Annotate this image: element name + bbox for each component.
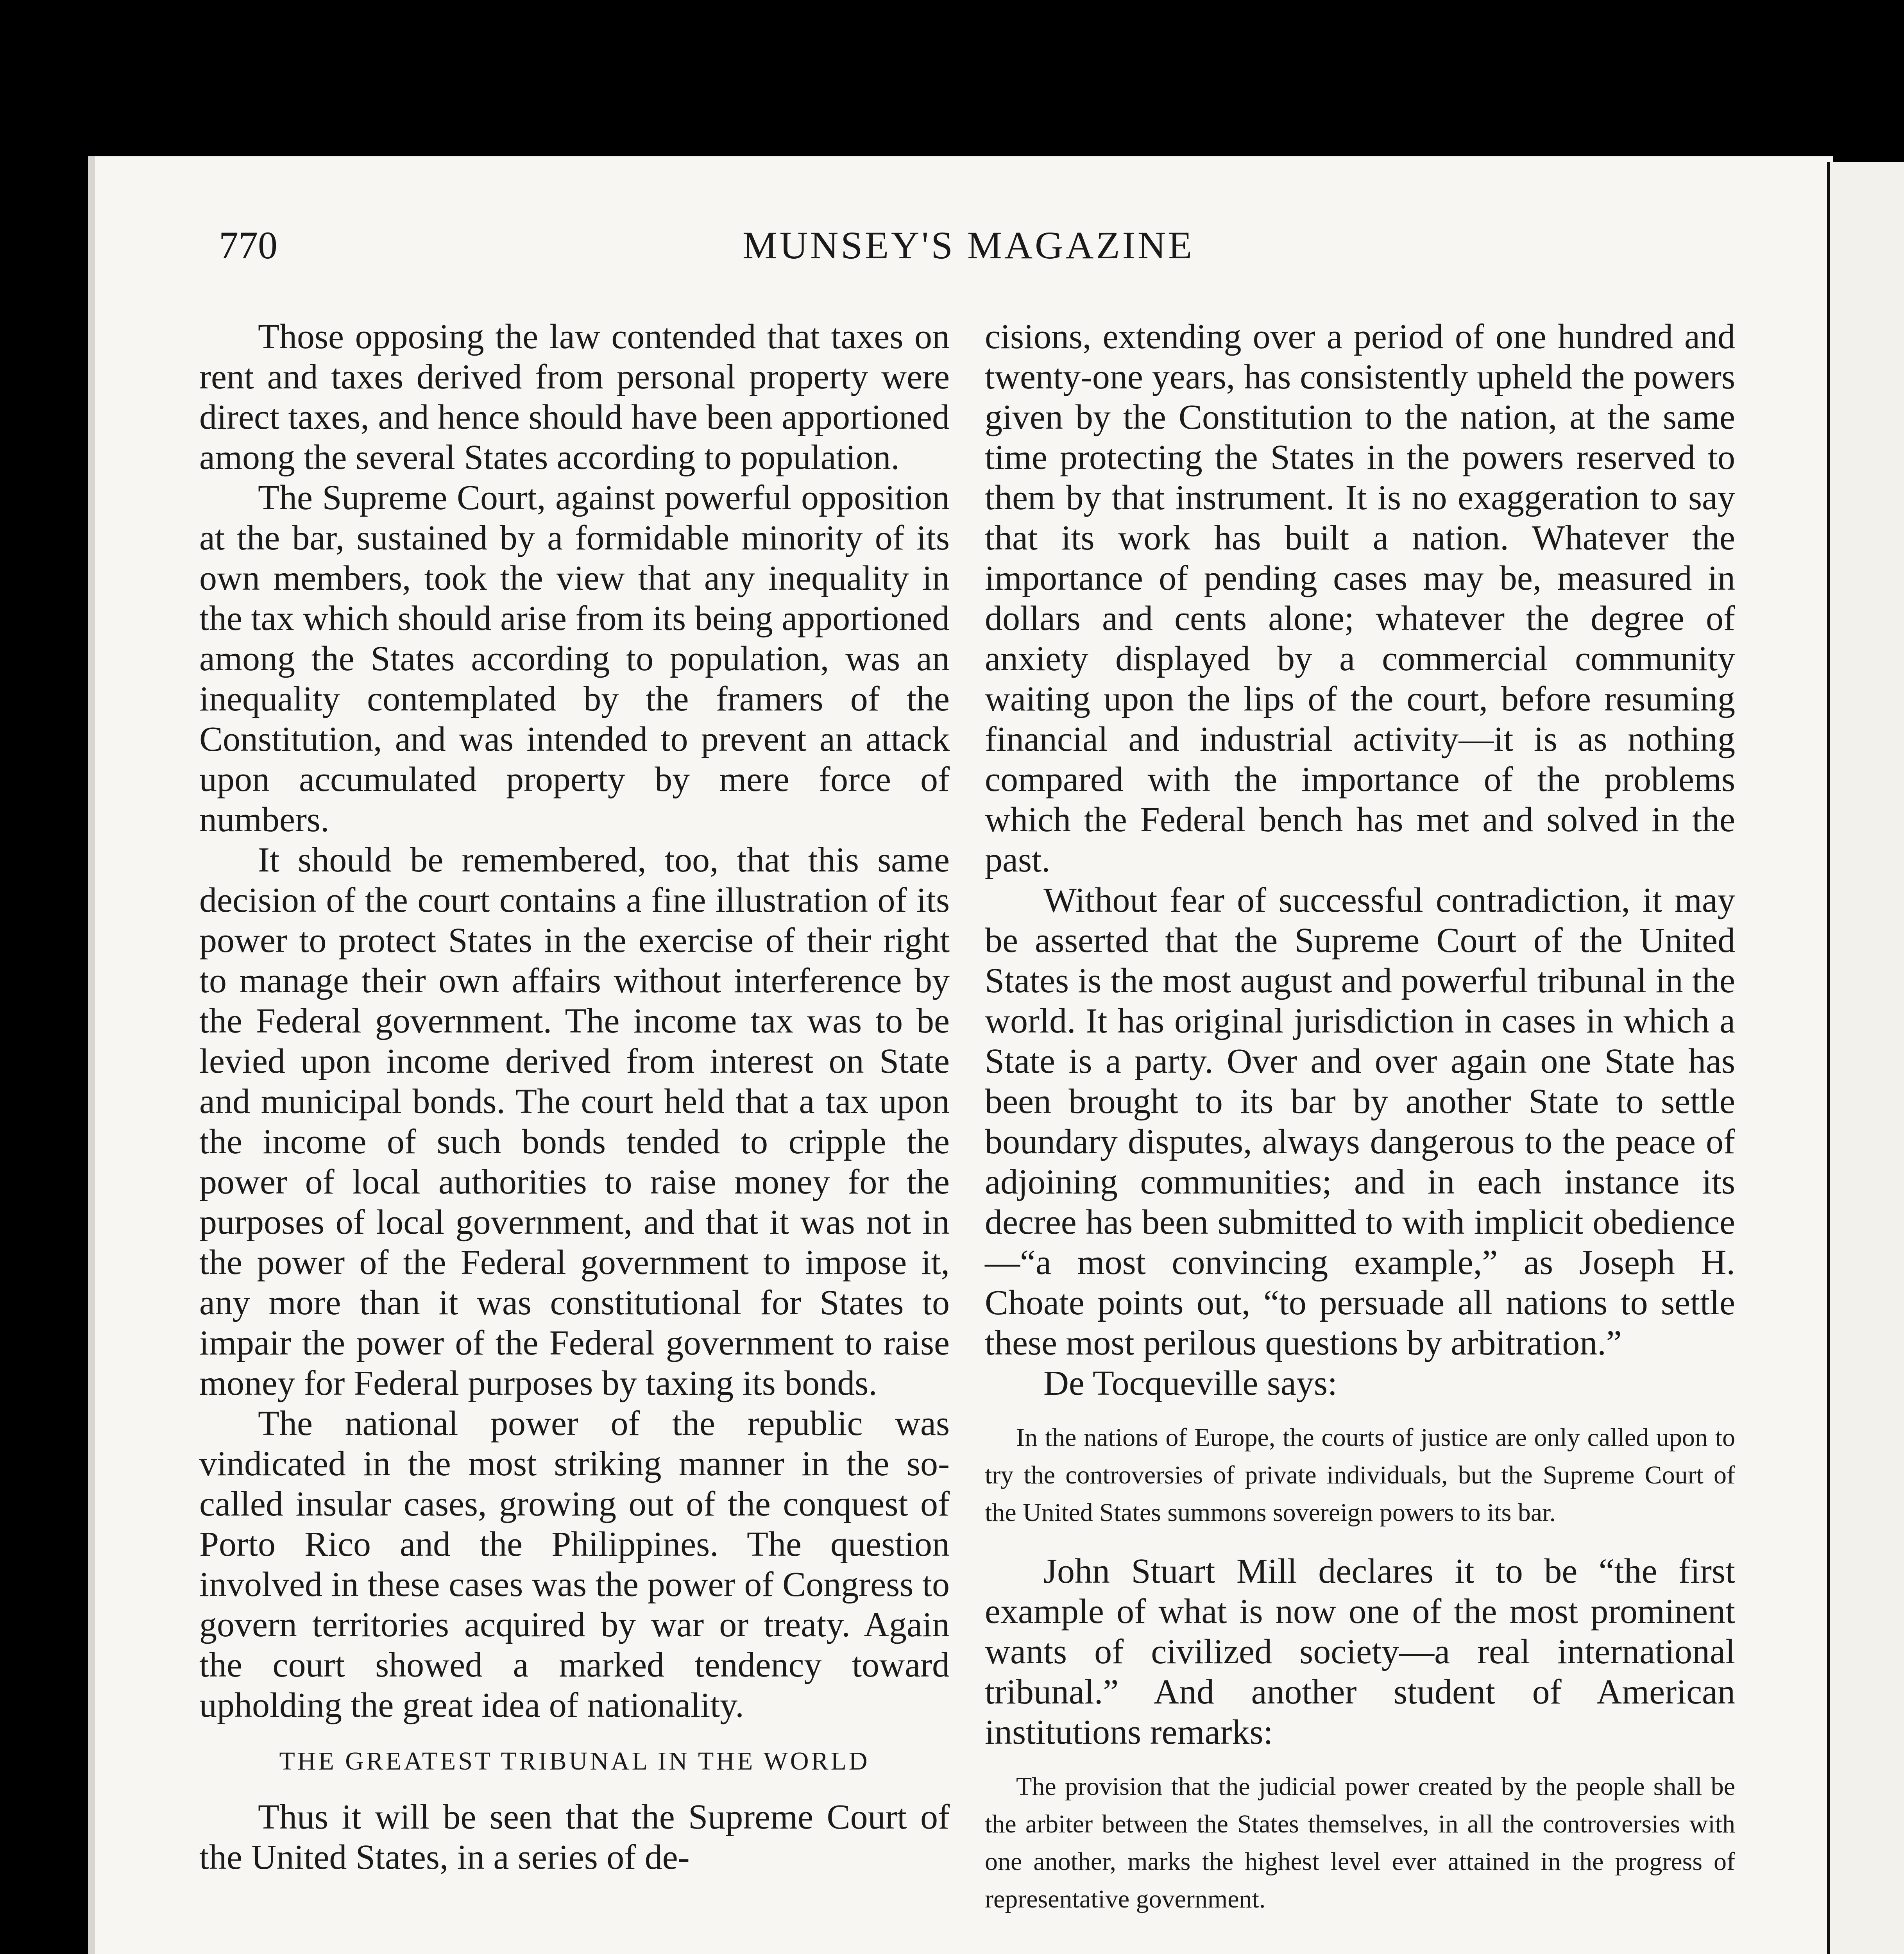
quote-text: In the nations of Europe, the courts of justice are only called upon to try the controversies of private individuals, but the Supreme Court of the United States summons sovereign powers to its bar. — [985, 1423, 1735, 1527]
paragraph: It should be remembered, too, that this same decision of the court contains a fine illustration of its power to protect States in the exercise of their right to manage their own affairs without interference by the Federal government. The income tax was to be levied upon income derived from interest on State and municipal bonds. The court held that a tax upon the income of such bonds tended to cripple the power of local authorities to raise money for the purposes of local government, and that it was not in the power of the Federal government to impose it, any more than it was constitutional for States to impair the power of the Federal government to raise money for Federal purposes by taxing its bonds. — [199, 841, 950, 1403]
right-column — [985, 317, 1735, 1938]
block-quote — [985, 1419, 1735, 1532]
block-quote — [985, 1768, 1735, 1918]
paragraph: Those opposing the law contended that taxes on rent and taxes derived from personal property were direct taxes, and hence should have been apportioned among the several States according to population. — [199, 317, 950, 477]
left-column — [199, 317, 950, 1877]
facing-page-edge — [1827, 162, 1904, 1954]
paragraph: cisions, extending over a period of one hundred and twenty-one years, has consistently upheld the powers given by the Constitution to the nation, at the same time protecting the States in the powers reserved to them by that instrument. It is no exaggeration to say that its work has built a nation. Whatever the importance of pending cases may be, measured in dollars and cents alone; whatever the degree of anxiety displayed by a commercial community waiting upon the lips of the court, before resuming financial and industrial activity—it is as nothing compared with the importance of the problems which the Federal bench has met and solved in the past. — [985, 317, 1735, 879]
running-head: MUNSEY'S MAGAZINE — [743, 224, 1195, 267]
quote-text: The provision that the judicial power created by the people shall be the arbiter between the States themselves, in all the controversies with one another, marks the highest level ever attained in the progress of representative government. — [985, 1772, 1735, 1913]
paragraph: The national power of the republic was vindicated in the most striking manner in the so-called insular cases, growing out of the conquest of Porto Rico and the Philippines. The question involved in these cases was the power of Congress to govern territories acquired by war or treaty. Again the court showed a marked tendency toward upholding the great idea of nationality. — [199, 1404, 950, 1725]
section-subhead: THE GREATEST TRIBUNAL IN THE WORLD — [279, 1747, 870, 1775]
paragraph: Without fear of successful contradiction, it may be asserted that the Supreme Court of the United States is the most august and powerful tribunal in the world. It has original jurisdiction in cases in which a State is a party. Over and over again one State has been brought to its bar by another State to settle boundary disputes, always dangerous to the peace of adjoining communities; and in each instance its decree has been submitted to with implicit obedience—“a most convincing example,” as Joseph H. Choate points out, “to persuade all nations to settle these most perilous questions by arbitration.” — [985, 881, 1735, 1362]
paragraph: The Supreme Court, against powerful opposition at the bar, sustained by a formidable minority of its own members, took the view that any inequality in the tax which should arise from its being apportioned among the States according to population, was an inequality contemplated by the framers of the Constitution, and was intended to prevent an attack upon accumulated property by mere force of numbers. — [199, 478, 950, 839]
paragraph: Thus it will be seen that the Supreme Court of the United States, in a series of de- — [199, 1798, 950, 1877]
paragraph: John Stuart Mill declares it to be “the first example of what is now one of the most prominent wants of civilized society—a real international tribunal.” And another student of American institutions remarks: — [985, 1552, 1735, 1752]
page-number: 770 — [219, 224, 277, 267]
paragraph: De Tocqueville says: — [1043, 1364, 1337, 1403]
